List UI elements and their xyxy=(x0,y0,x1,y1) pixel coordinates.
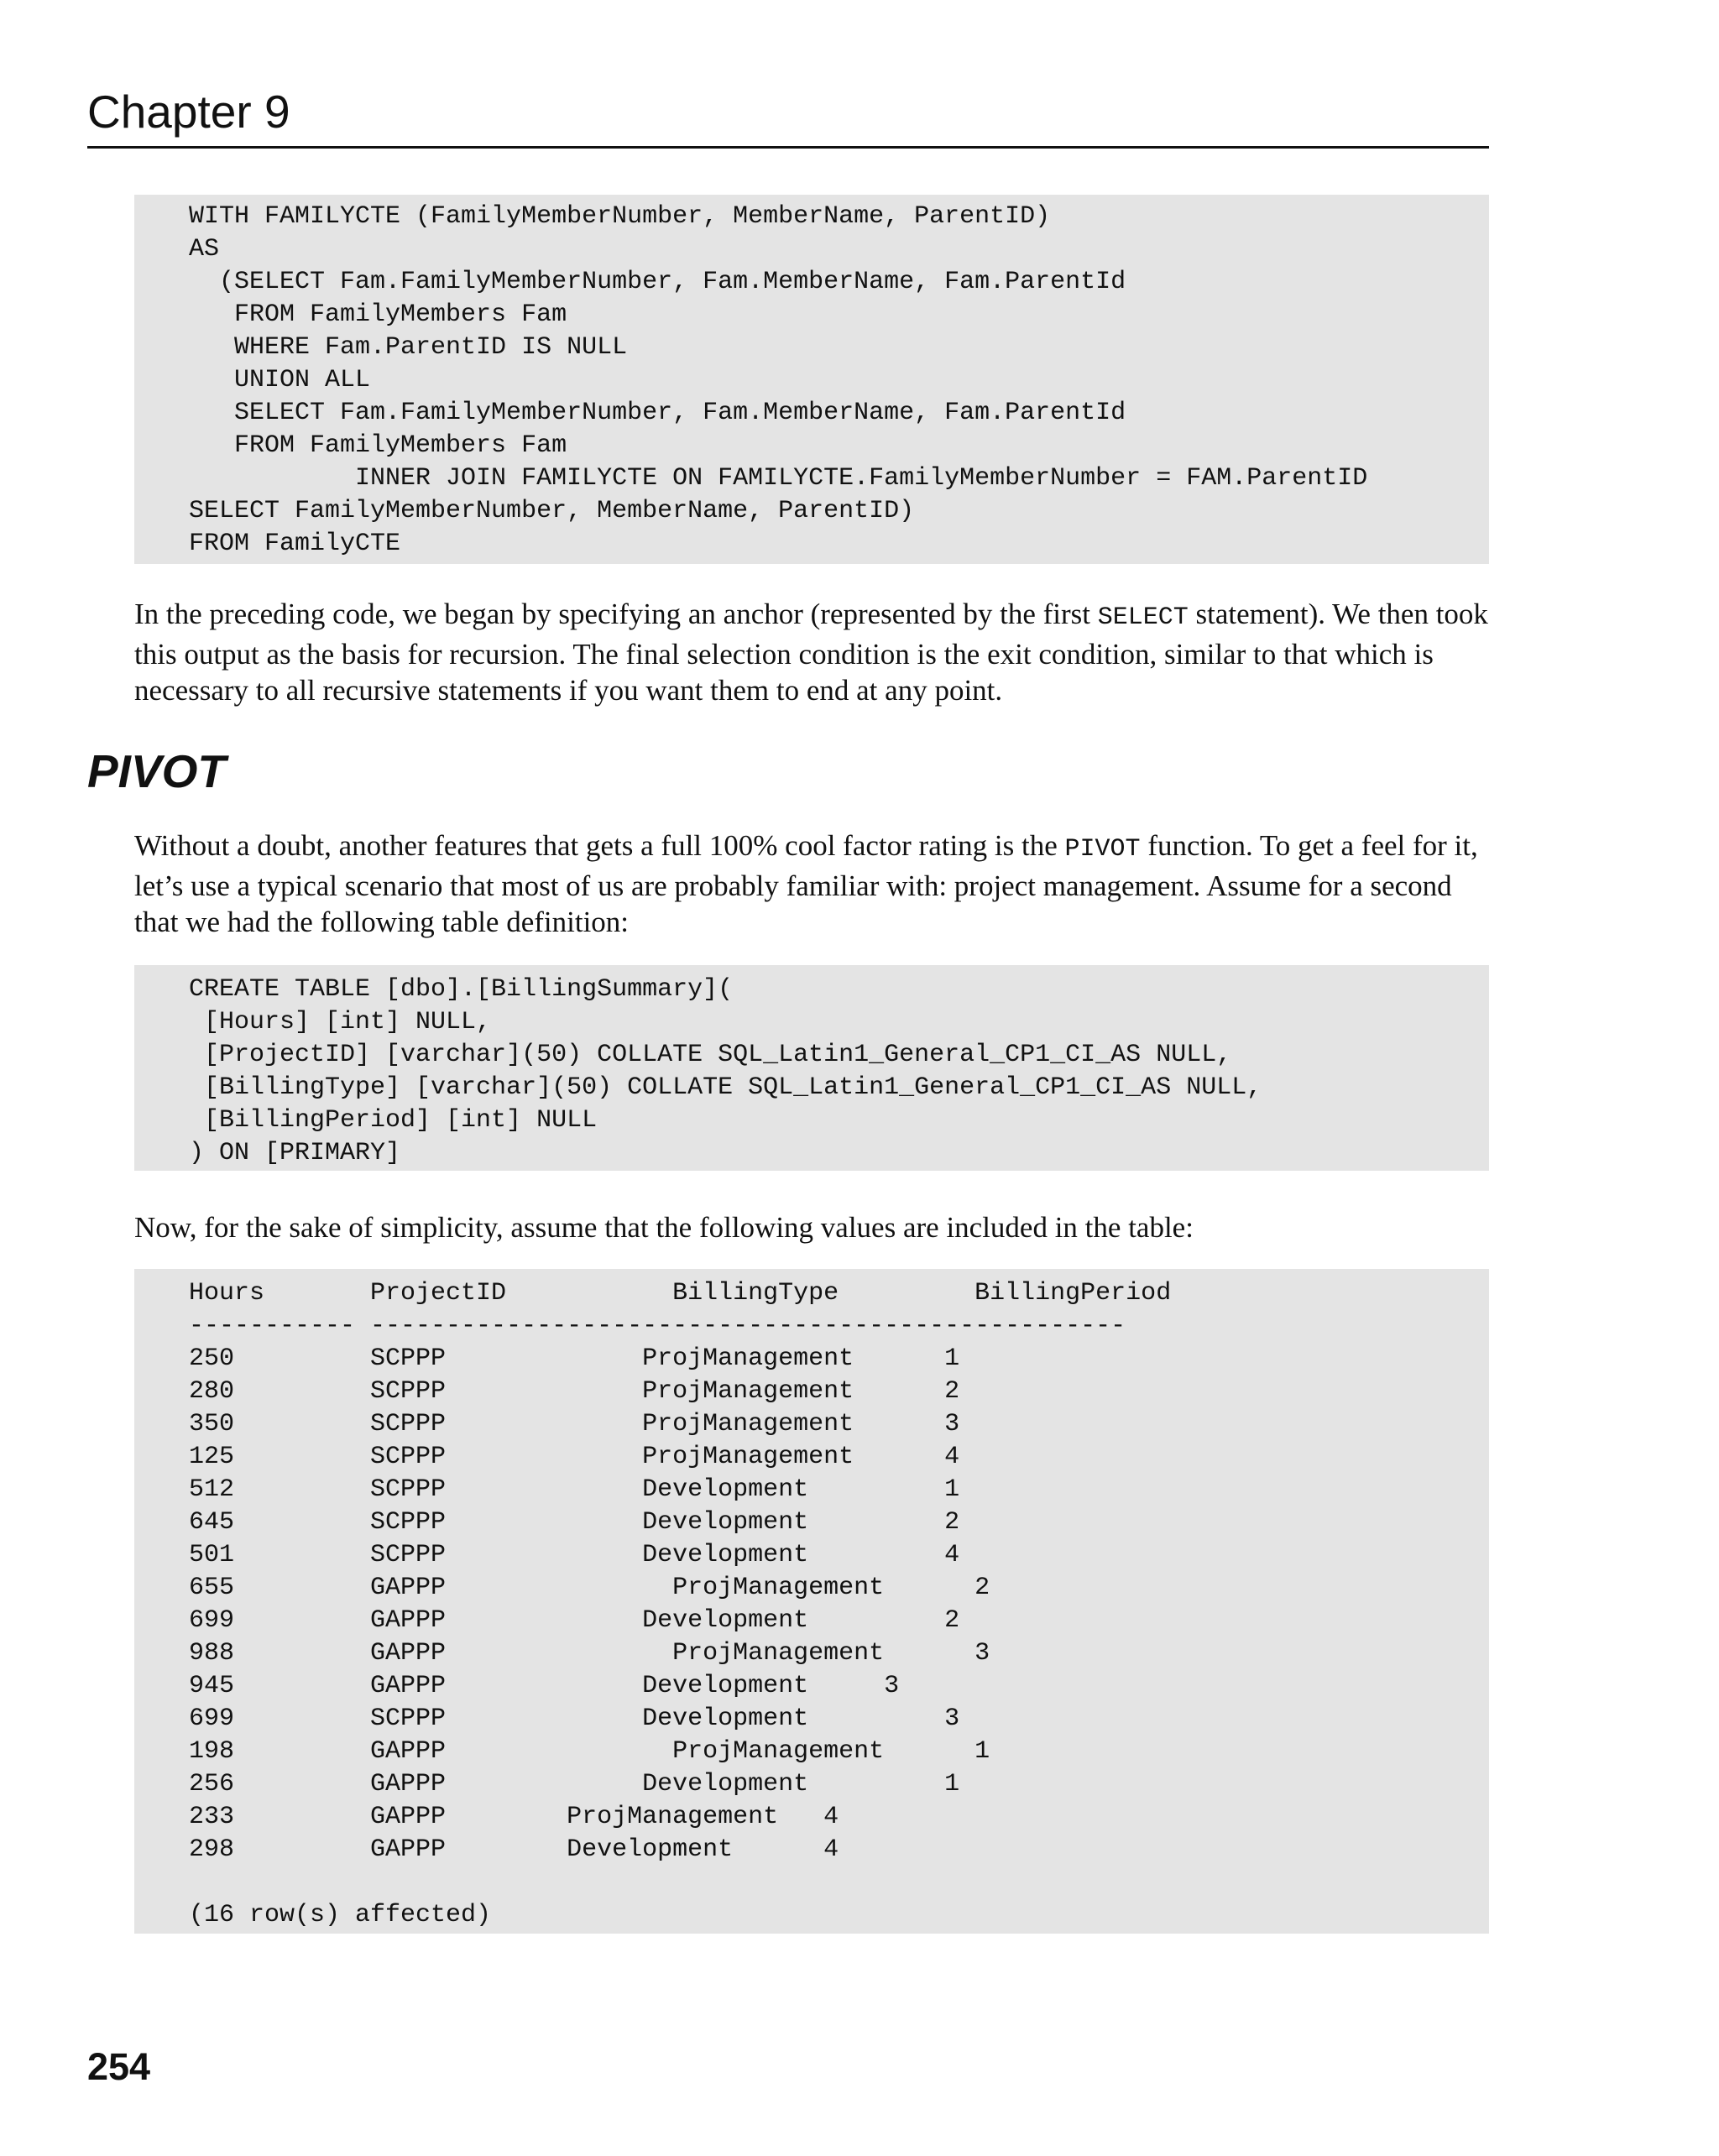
code-line: FROM FamilyCTE xyxy=(189,530,401,558)
code-line: (16 row(s) affected) xyxy=(189,1901,492,1929)
code-line: 233 GAPPP ProjManagement 4 xyxy=(189,1803,839,1831)
code-block-family-cte xyxy=(134,195,1489,564)
code-line: [Hours] [int] NULL, xyxy=(189,1008,492,1036)
code-line: 256 GAPPP Development 1 xyxy=(189,1770,960,1798)
code-line: 699 GAPPP Development 2 xyxy=(189,1606,960,1635)
paragraph-text: statement). We then took this output as the basis for recursion. The final selection condition is the exit condition, similar to that which is necessary to all recursive statements if you want them to end at any point. xyxy=(134,598,1488,707)
paragraph-pivot-intro xyxy=(134,827,1489,940)
code-line: 125 SCPPP ProjManagement 4 xyxy=(189,1443,960,1471)
code-line: ----------- -------------------------------------------------- xyxy=(189,1312,1126,1340)
paragraph-text: function. To get a feel for it, let’s use a typical scenario that most of us are probably familiar with: project management. Assume for a second that we had the following table definition: xyxy=(134,829,1478,938)
code-line: 298 GAPPP Development 4 xyxy=(189,1835,839,1864)
code-line: Hours ProjectID BillingType BillingPeriod xyxy=(189,1279,1172,1308)
code-line: WHERE Fam.ParentID IS NULL xyxy=(189,333,628,362)
code-line: 250 SCPPP ProjManagement 1 xyxy=(189,1344,960,1373)
code-line: FROM FamilyMembers Fam xyxy=(189,431,567,460)
code-line: WITH FAMILYCTE (FamilyMemberNumber, MemberName, ParentID) xyxy=(189,202,1051,231)
code-line: CREATE TABLE [dbo].[BillingSummary]( xyxy=(189,975,734,1004)
code-line: (SELECT Fam.FamilyMemberNumber, Fam.MemberName, Fam.ParentId xyxy=(189,268,1126,296)
code-line: 512 SCPPP Development 1 xyxy=(189,1475,960,1504)
code-line: 645 SCPPP Development 2 xyxy=(189,1508,960,1537)
code-line: [ProjectID] [varchar](50) COLLATE SQL_Latin1_General_CP1_CI_AS NULL, xyxy=(189,1041,1232,1069)
inline-code-pivot: PIVOT xyxy=(1064,835,1141,864)
inline-code-select: SELECT xyxy=(1097,603,1189,632)
code-line: [BillingType] [varchar](50) COLLATE SQL_Latin1_General_CP1_CI_AS NULL, xyxy=(189,1073,1262,1102)
code-line: FROM FamilyMembers Fam xyxy=(189,300,567,329)
code-line: UNION ALL xyxy=(189,366,371,394)
page-number: 254 xyxy=(87,2045,151,2088)
code-block-create-table xyxy=(134,965,1489,1171)
code-line: ) ON [PRIMARY] xyxy=(189,1139,401,1167)
code-line: 945 GAPPP Development 3 xyxy=(189,1672,900,1700)
code-line: 280 SCPPP ProjManagement 2 xyxy=(189,1377,960,1406)
paragraph-text: In the preceding code, we began by specifying an anchor (represented by the first xyxy=(134,598,1098,630)
code-line: SELECT FamilyMemberNumber, MemberName, ParentID) xyxy=(189,497,915,525)
code-line: 988 GAPPP ProjManagement 3 xyxy=(189,1639,990,1668)
code-line: AS xyxy=(189,235,220,264)
code-line: [BillingPeriod] [int] NULL xyxy=(189,1106,598,1135)
code-line: SELECT Fam.FamilyMemberNumber, Fam.MemberName, Fam.ParentId xyxy=(189,399,1126,427)
code-line: INNER JOIN FAMILYCTE ON FAMILYCTE.FamilyMemberNumber = FAM.ParentID xyxy=(189,464,1368,493)
paragraph-values-intro xyxy=(134,1209,1489,1245)
paragraph-text: Now, for the sake of simplicity, assume that the following values are included in the table: xyxy=(134,1211,1194,1244)
chapter-header xyxy=(87,87,1489,149)
paragraph-anchor-explanation xyxy=(134,596,1489,708)
paragraph-text: Without a doubt, another features that gets a full 100% cool factor rating is the xyxy=(134,829,1065,862)
section-title: PIVOT xyxy=(87,745,227,797)
code-line: 501 SCPPP Development 4 xyxy=(189,1541,960,1569)
code-line: 655 GAPPP ProjManagement 2 xyxy=(189,1574,990,1602)
code-line: 198 GAPPP ProjManagement 1 xyxy=(189,1737,990,1766)
code-line: 699 SCPPP Development 3 xyxy=(189,1704,960,1733)
code-line: 350 SCPPP ProjManagement 3 xyxy=(189,1410,960,1438)
chapter-title: Chapter 9 xyxy=(87,86,290,138)
code-block-billing-values xyxy=(134,1269,1489,1934)
